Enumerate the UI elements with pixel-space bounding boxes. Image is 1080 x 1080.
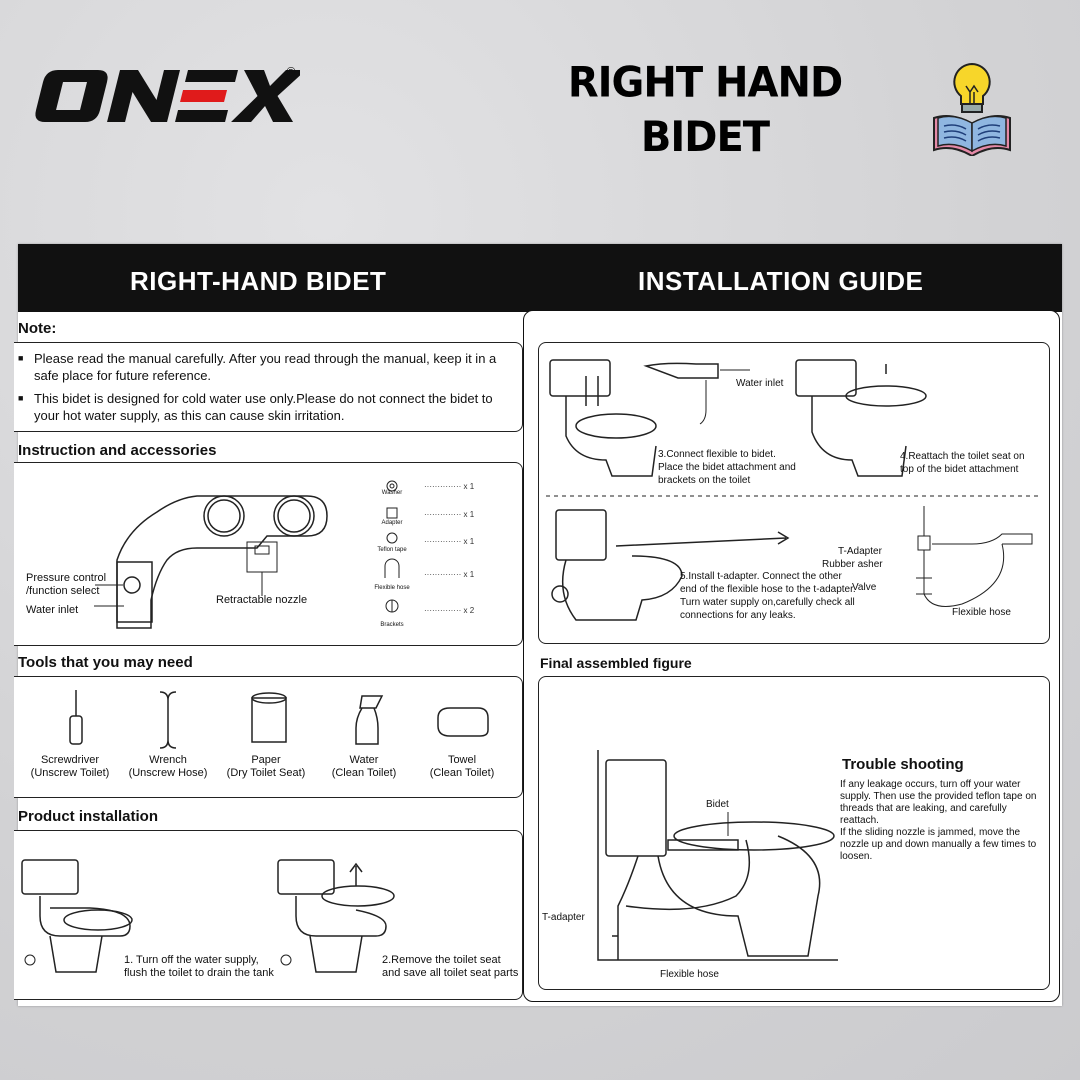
toilet-step1 <box>22 860 132 972</box>
registered-mark: ® <box>285 65 297 79</box>
label-valve: Valve <box>852 582 877 593</box>
acc-brackets-qty: ·············· x 2 <box>424 606 475 615</box>
acc-teflon-label: Teflon tape <box>377 547 407 553</box>
note-item-2: ■ This bidet is designed for cold water use only.Please do not connect the bidet to your hot water supply, as this can cause skin irritation. <box>34 390 508 424</box>
install-step3: 3.Connect flexible to bidet. Place the bidet attachment and brackets on the toilet <box>658 449 796 486</box>
headline-line2: BIDET <box>640 113 770 162</box>
instruction-title: Instruction and accessories <box>18 442 217 459</box>
headline-line1: RIGHT HAND <box>567 58 843 107</box>
label-flexible-hose: Flexible hose <box>952 607 1011 618</box>
note-title: Note: <box>18 320 57 337</box>
tool-water: Water (Clean Toilet) <box>331 754 397 779</box>
label-pressure-control: Pressure control /function select <box>26 572 107 597</box>
acc-brackets-label: Brackets <box>380 622 404 628</box>
acc-adapter-label: Adapter <box>381 520 403 526</box>
label-water-inlet-right: Water inlet <box>736 378 784 389</box>
paper-roll-icon <box>252 693 286 742</box>
acc-washer-qty: ·············· x 1 <box>424 482 475 491</box>
label-flexible-hose-final: Flexible hose <box>660 969 719 980</box>
install-step5: 5.Install t-adapter. Connect the other end of the flexible hose to the t-adapter. Turn water supply on,carefully check all connections for any leaks. <box>680 571 856 621</box>
note-list <box>18 350 508 430</box>
tools-title: Tools that you may need <box>18 654 193 671</box>
screwdriver-icon <box>70 690 82 744</box>
right-title: INSTALLATION GUIDE <box>638 266 924 296</box>
final-assembly-illustration <box>578 740 838 974</box>
label-rubber-washer: Rubber asher <box>822 559 883 570</box>
install-step4: 4.Reattach the toilet seat on top of the bidet attachment <box>900 451 1025 475</box>
tools-icons <box>48 688 508 752</box>
wrench-icon <box>160 692 176 748</box>
lightbulb-book-icon <box>930 60 1014 156</box>
trouble-shooting-text <box>840 779 1040 863</box>
tool-screwdriver: Screwdriver (Unscrew Toilet) <box>30 754 110 779</box>
label-water-inlet: Water inlet <box>26 604 79 616</box>
trouble-paragraph-1: If any leakage occurs, turn off your water supply. Then use the provided teflon tape on threads that are leaking, and carefully reattach. <box>840 779 1037 826</box>
acc-teflon-qty: ·············· x 1 <box>424 537 475 546</box>
towel-icon <box>438 708 488 736</box>
trouble-shooting-title: Trouble shooting <box>842 756 964 773</box>
left-title: RIGHT-HAND BIDET <box>130 266 387 296</box>
tool-paper: Paper (Dry Toilet Seat) <box>226 754 306 779</box>
acc-washer-label: Washer <box>381 490 403 496</box>
label-t-adapter-final: T-adapter <box>542 912 585 923</box>
install-step2: 2.Remove the toilet seat and save all toilet seat parts <box>382 954 519 979</box>
note-item-1: ■ Please read the manual carefully. After you read through the manual, keep it in a safe place for future reference. <box>34 350 508 384</box>
instruction-sheet <box>18 244 1062 1006</box>
final-figure-title: Final assembled figure <box>540 655 692 671</box>
acc-hose-label: Flexible hose <box>374 585 410 591</box>
page-headline <box>560 55 850 164</box>
tool-wrench: Wrench (Unscrew Hose) <box>128 754 208 779</box>
install-step1: 1. Turn off the water supply, flush the toilet to drain the tank <box>124 954 274 979</box>
tool-towel: Towel (Clean Toilet) <box>429 754 495 779</box>
label-retractable-nozzle: Retractable nozzle <box>216 594 308 606</box>
label-bidet: Bidet <box>706 799 729 810</box>
acc-adapter-qty: ·············· x 1 <box>424 510 475 519</box>
acc-hose-qty: ·············· x 1 <box>424 570 475 579</box>
label-t-adapter: T-Adapter <box>838 546 882 557</box>
product-installation-title: Product installation <box>18 808 159 825</box>
trouble-paragraph-2: If the sliding nozzle is jammed, move the nozzle up and down manually a few times to loosen. <box>840 827 1037 862</box>
toilet-step2 <box>278 860 394 972</box>
onex-logo <box>30 62 300 132</box>
spray-bottle-icon <box>356 696 382 744</box>
